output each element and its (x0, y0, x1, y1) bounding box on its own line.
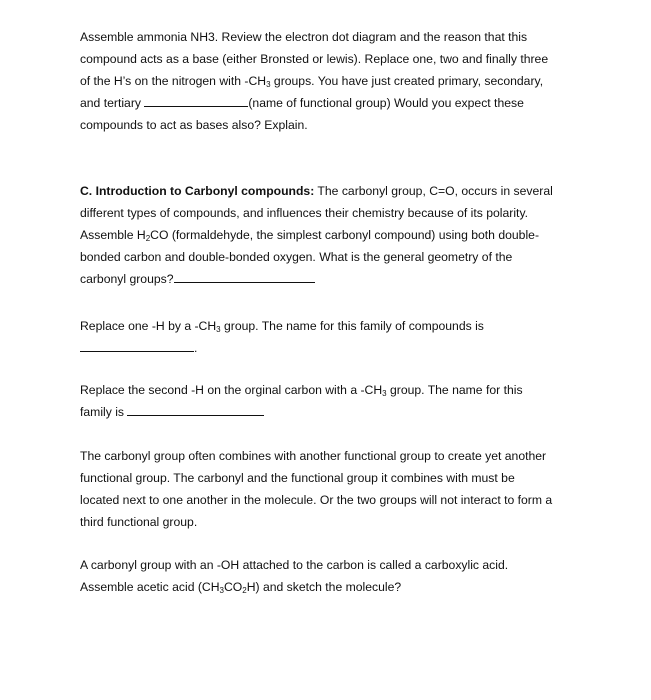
replace-two-paragraph (80, 379, 580, 423)
answer-blank[interactable] (174, 268, 315, 283)
text-line: bonded carbon and double-bonded oxygen. What is the general geometry of the (80, 250, 513, 264)
text-line: located next to one another in the molecule. Or the two groups will not interact to form a (80, 493, 553, 507)
text-line: of the H’s on the nitrogen with $-CH_3$ groups. You have just created primary, secondary, (80, 74, 544, 89)
text-line: Assemble ammonia NH3. Review the electron dot diagram and the reason that this (80, 30, 528, 44)
text-line: Assemble acetic acid $(CH_3CO_2H)$ and sketch the molecule? (80, 580, 402, 595)
answer-blank[interactable] (80, 337, 194, 352)
answer-blank[interactable] (127, 401, 264, 416)
text-line: family is (80, 401, 580, 423)
answer-blank[interactable] (144, 92, 248, 107)
text-line: different types of compounds, and influences their chemistry because of its polarity. (80, 206, 529, 220)
text-line: carbonyl groups? (80, 268, 580, 290)
text-line: Assemble $H_2CO$ (formaldehyde, the simplest carbonyl compound) using both double- (80, 228, 540, 243)
combine-paragraph (80, 445, 580, 533)
carbonyl-paragraph (80, 180, 580, 290)
text-line: compounds to act as bases also? Explain. (80, 118, 308, 132)
text-line: A carbonyl group with an -OH attached to the carbon is called a carboxylic acid. (80, 558, 509, 572)
carboxylic-acid-paragraph (80, 554, 580, 598)
text-line: third functional group. (80, 515, 198, 529)
text-line: The carbonyl group often combines with another functional group to create yet another (80, 449, 547, 463)
ammonia-paragraph (80, 26, 580, 136)
text-line: functional group. The carbonyl and the functional group it combines with must be (80, 471, 515, 485)
text-line: Replace the second -H on the orginal carbon with a $-CH_3$ group. The name for this (80, 383, 523, 398)
section-heading: C. Introduction to Carbonyl compounds: (80, 184, 315, 198)
text-line: C. Introduction to Carbonyl compounds: The carbonyl group, C=O, occurs in several (80, 184, 553, 198)
text-line: . (80, 337, 580, 359)
text-line: and tertiary (name of functional group) Would you expect these (80, 92, 580, 114)
text-line: compound acts as a base (either Bronsted or lewis). Replace one, two and finally three (80, 52, 549, 66)
replace-one-paragraph (80, 315, 580, 359)
text-line: Replace one -H by a $-CH_3$ group. The name for this family of compounds is (80, 319, 484, 334)
